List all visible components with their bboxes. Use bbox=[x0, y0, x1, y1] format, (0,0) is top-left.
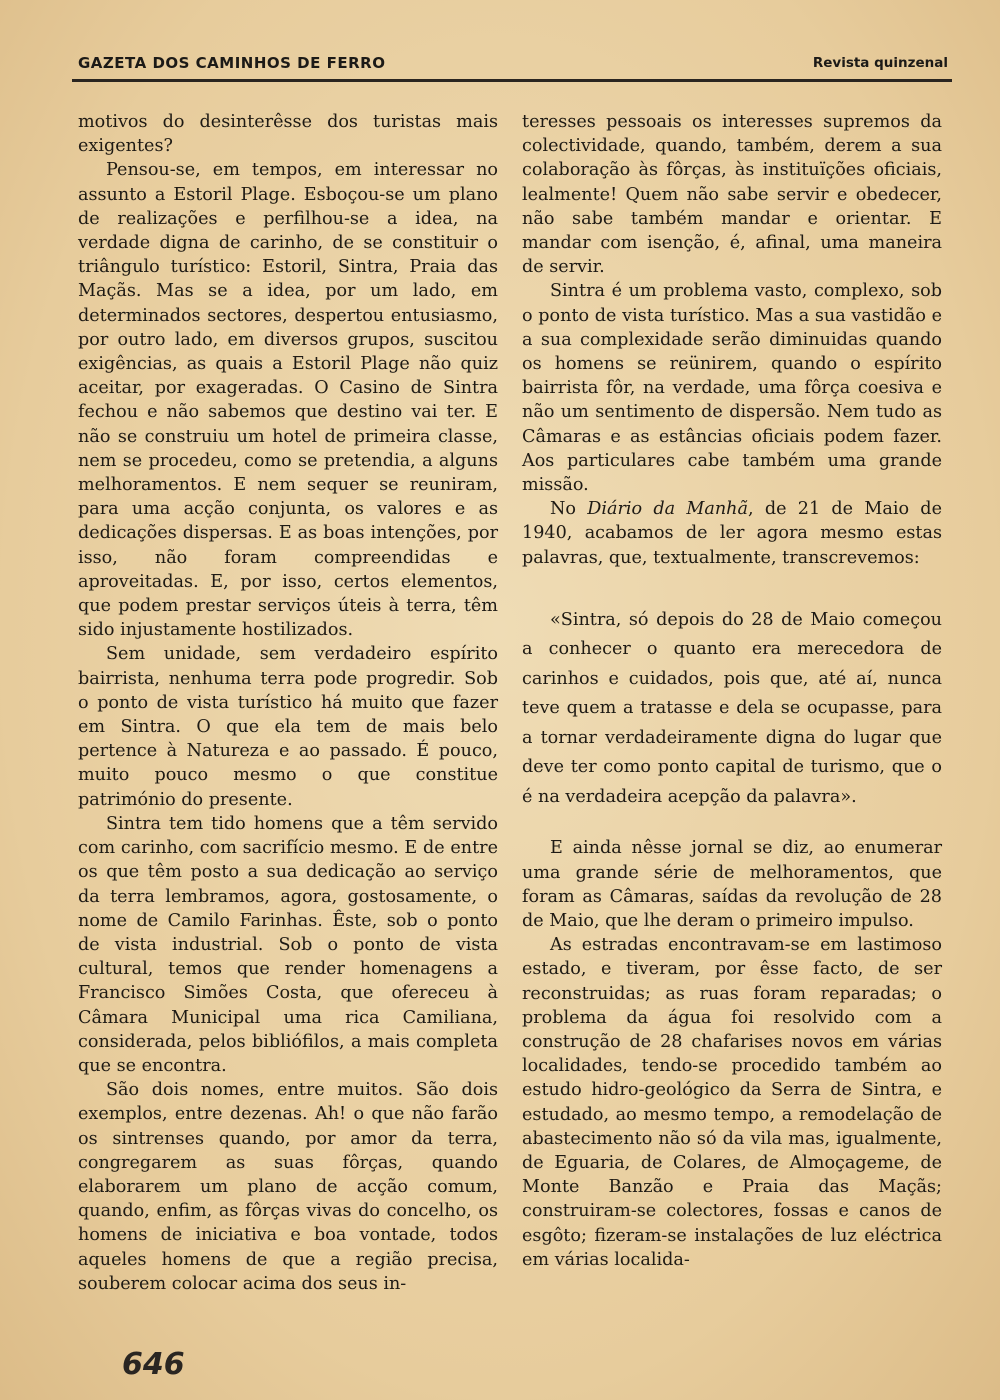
text-run: No bbox=[550, 499, 588, 520]
paragraph: E ainda nêsse jornal se diz, ao enumerar uma grande série de melhoramentos, que foram as Câmaras, saídas da revolução de 28 de Maio, que lhe deram o primeiro impulso. bbox=[522, 838, 942, 931]
paragraph bbox=[522, 497, 942, 570]
paragraph: Sintra tem tido homens que a têm servido com carinho, com sacrifício mesmo. E de entre os que têm posto a sua dedicação ao serviço da terra lembramos, agora, gostosamente, o nome de Camilo Farinhas. Êste, sob o ponto de vista industrial. Sob o ponto de vista cultural, temos que render homenagens a Francisco Simões Costa, que ofereceu à Câmara Municipal uma rica Camiliana, considerada, pelos bibliófilos, a mais completa que se encontra. bbox=[78, 813, 498, 1076]
page-number: 646 bbox=[122, 1347, 185, 1382]
left-column bbox=[78, 110, 498, 1296]
block-quote: «Sintra, só depois do 28 de Maio começou a conhecer o quanto era merecedora de carinhos e cuidados, pois que, até aí, nunca teve quem a tratasse e dela se ocupasse, para a tornar verdadeiramente digna do lugar que deve ter como ponto capital de turismo, que o é na verdadeira acepção da palavra». bbox=[522, 609, 942, 807]
text-run: , de 21 de Maio de 1940, acabamos de ler agora mesmo estas palavras, que, textualmente, transcrevemos: bbox=[522, 499, 942, 568]
publication-title: GAZETA DOS CAMINHOS DE FERRO bbox=[78, 54, 386, 72]
paragraph: As estradas encontravam-se em lastimoso estado, e tiveram, por êsse facto, de ser reconstruidas; as ruas foram reparadas; o problema da água foi resolvido com a construção de 28 chafarises novos em várias localidades, tendo-se procedido também ao estudo hidro-geológico da Serra de Sintra, e estudado, ao mesmo tempo, a remodelação de abastecimento não só da vila mas, igualmente, de Eguaria, de Colares, de Almoçageme, de Monte Banzão e Praia das Maçãs; construiram-se colectores, fossas e canos de esgôto; fizeram-se instalações de luz eléctrica em várias localida- bbox=[522, 935, 942, 1270]
spacer bbox=[522, 826, 942, 836]
paragraph: São dois nomes, entre muitos. São dois exemplos, entre dezenas. Ah! o que não farão os sintrenses quando, por amor da terra, congregarem as suas fôrças, quando elaborarem um plano de acção comum, quando, enfim, as fôrças vivas do concelho, os homens de iniciativa e boa vontade, todos aqueles homens de que a região precisa, souberem colocar acima dos seus in- bbox=[78, 1080, 498, 1294]
newspaper-title: Diário da Manhã bbox=[587, 499, 749, 520]
right-column bbox=[522, 110, 942, 1272]
paragraph: Pensou-se, em tempos, em interessar no assunto a Estoril Plage. Esboçou-se um plano de realizações e perfilhou-se a idea, na verdade digna de carinho, de se constituir o triângulo turístico: Estoril, Sintra, Praia das Maçãs. Mas se a idea, por um lado, em determinados sectores, despertou entusiasmo, por outro lado, em diversos grupos, suscitou exigências, as quais a Estoril Plage não quiz aceitar, por exageradas. O Casino de Sintra fechou e não sabemos que destino vai ter. E não se construiu um hotel de primeira classe, nem se procedeu, como se pretendia, a alguns melhoramentos. E nem sequer se reuniram, para uma acção conjunta, os valores e as dedicações dispersas. E as boas intenções, por isso, não foram compreendidas e aproveitadas. E, por isso, certos elementos, que podem prestar serviços úteis à terra, têm sido injustamente hostilizados. bbox=[78, 160, 498, 641]
publication-frequency: Revista quinzenal bbox=[812, 55, 948, 71]
paragraph: teresses pessoais os interesses supremos da colectividade, quando, também, derem a sua colaboração às fôrças, às instituïções oficiais, lealmente! Quem não sabe servir e obedecer, não sabe também mandar e orientar. E mandar com isenção, é, afinal, uma maneira de servir. bbox=[522, 112, 942, 278]
paragraph: Sintra é um problema vasto, complexo, sob o ponto de vista turístico. Mas a sua vastidão e a sua complexidade serão diminuidas quando os homens se reünirem, quando o espírito bairrista fôr, na verdade, uma fôrça coesiva e não um sentimento de dispersão. Nem tudo as Câmaras e as estâncias oficiais podem fazer. Aos particulares cabe também uma grande missão. bbox=[522, 281, 942, 496]
paragraph: Sem unidade, sem verdadeiro espírito bairrista, nenhuma terra pode progredir. Sob o ponto de vista turístico há muito que fazer em Sintra. O que ela tem de mais belo pertence à Natureza e ao passado. É pouco, muito pouco mesmo o que constitue património do presente. bbox=[78, 644, 498, 810]
spacer bbox=[522, 570, 942, 594]
header-rule bbox=[72, 79, 952, 82]
running-header bbox=[78, 54, 948, 78]
paragraph: motivos do desinterêsse dos turistas mais exigentes? bbox=[78, 112, 498, 157]
